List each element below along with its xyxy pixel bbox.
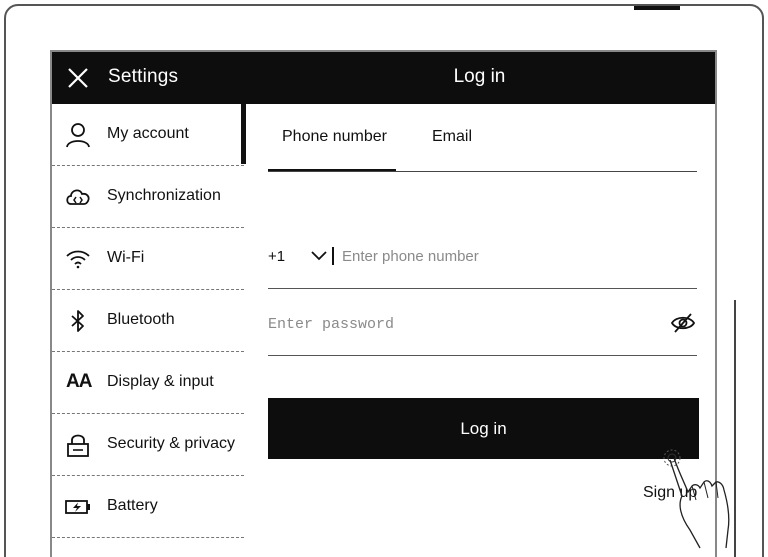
sidebar-item-label: My account bbox=[107, 125, 189, 142]
country-code-selector[interactable]: +1 bbox=[268, 248, 286, 265]
tab-email[interactable]: Email bbox=[432, 128, 473, 145]
phone-underline bbox=[268, 288, 697, 289]
close-icon bbox=[64, 64, 92, 92]
chevron-down-icon[interactable] bbox=[310, 249, 328, 263]
sidebar-item-label: Bluetooth bbox=[107, 311, 175, 328]
password-underline bbox=[268, 355, 697, 356]
sidebar-item-label: Display & input bbox=[107, 373, 214, 390]
sidebar-item-display-input[interactable] bbox=[52, 352, 244, 414]
sidebar bbox=[52, 104, 244, 557]
page-title: Log in bbox=[453, 66, 506, 87]
lock-icon bbox=[64, 431, 92, 459]
settings-title: Settings bbox=[108, 66, 179, 87]
login-button[interactable]: Log in bbox=[268, 398, 699, 459]
top-bar bbox=[52, 52, 715, 104]
sidebar-item-partial[interactable] bbox=[52, 538, 244, 557]
device-button bbox=[634, 6, 680, 10]
wifi-icon bbox=[64, 245, 92, 273]
sidebar-item-wifi[interactable] bbox=[52, 228, 244, 290]
text-cursor bbox=[332, 247, 334, 265]
phone-number-input[interactable] bbox=[342, 243, 682, 269]
sidebar-item-bluetooth[interactable] bbox=[52, 290, 244, 352]
battery-icon bbox=[64, 493, 92, 521]
tab-divider bbox=[268, 171, 697, 172]
display-input-icon: AA bbox=[66, 371, 92, 392]
sidebar-item-my-account[interactable] bbox=[52, 104, 244, 166]
sidebar-item-battery[interactable] bbox=[52, 476, 244, 538]
sidebar-item-label: Synchronization bbox=[107, 187, 221, 204]
sidebar-item-synchronization[interactable] bbox=[52, 166, 244, 228]
password-input[interactable] bbox=[268, 311, 648, 337]
close-button[interactable] bbox=[64, 64, 92, 92]
sidebar-item-label: Security & privacy bbox=[107, 435, 236, 452]
bluetooth-icon bbox=[64, 307, 92, 335]
sidebar-item-label: Battery bbox=[107, 497, 158, 514]
sidebar-item-label: Wi-Fi bbox=[107, 249, 145, 266]
login-pane bbox=[246, 104, 717, 557]
scrollbar[interactable] bbox=[734, 300, 736, 557]
cloud-sync-icon bbox=[64, 183, 92, 211]
tab-phone-number[interactable]: Phone number bbox=[282, 128, 387, 145]
user-icon bbox=[64, 121, 92, 149]
sign-up-link[interactable]: Sign up bbox=[643, 484, 698, 501]
sidebar-item-security-privacy[interactable] bbox=[52, 414, 244, 476]
eye-off-icon[interactable] bbox=[670, 312, 696, 334]
settings-screen bbox=[50, 50, 717, 557]
